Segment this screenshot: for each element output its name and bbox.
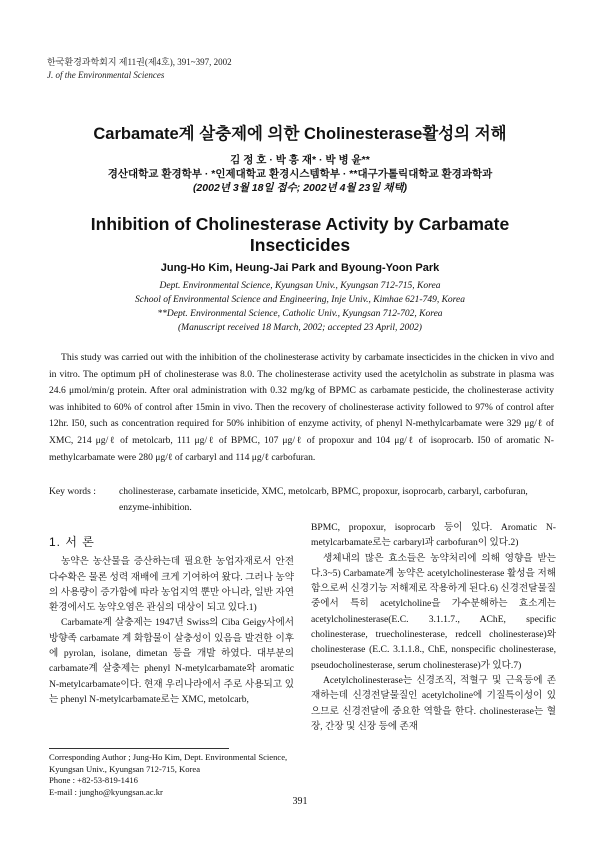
intro-paragraph-3: BPMC, propoxur, isoprocarb 등이 있다. Aromatic N-metylcarbamate로는 carbaryl과 carbofuran이 있다.2) (311, 522, 556, 549)
affiliation-2: School of Environmental Science and Engineering, Inje Univ., Kimhae 621-749, Korea (135, 295, 465, 305)
korean-author-block (0, 153, 600, 195)
english-title-line2: Insecticides (249, 235, 351, 255)
journal-header (47, 56, 232, 82)
right-column (311, 520, 556, 734)
intro-paragraph-4: 생체내의 많은 효소들은 농약처리에 의해 영향을 받는다.3~5) Carbamate계 농약은 acetylcholinesterase 활성을 저해함으로써 신경기능 저해제로 작용하게 된다.6) 신경전달물질 중에서 특히 acetylcholine을 가수분해하는 효소계는 acetylcholinesterase(E.C. 3.1.1.7., AChE, specific cholinesterase, truecholinesterase, redcell cholinesterase)와 cholinesterase (E.C. 3.1.1.8., ChE, nonspecific cholinesterase, pseudocholinesterase, serum cholinesterase)가 있다.7) (311, 552, 556, 671)
intro-paragraph-1: 농약은 농산물을 증산하는데 필요한 농업자재로서 안전다수확은 물론 성력 재배에 크게 기여하여 왔다. 그러나 농약의 사용량이 증가함에 따라 농업지역 뿐만 아니라, 일반 자연환경에서도 농약오염은 관심의 대상이 되고 있다.1) (49, 556, 294, 614)
korean-authors: 김 정 호 · 박 흥 재* · 박 병 윤** (230, 154, 370, 166)
section-heading-introduction: 1. 서 론 (49, 535, 95, 549)
korean-affiliation: 경산대학교 환경학부 · *인제대학교 환경시스템학부 · **대구가톨릭대학교 환경과학과 (107, 168, 493, 180)
manuscript-dates: (Manuscript received 18 March, 2002; accepted 23 April, 2002) (178, 323, 422, 333)
abstract: This study was carried out with the inhibition of the cholinesterase activity by carbamate insecticides in the chicken in vivo and in vitro. The optimum pH of cholinesterase was 8.0. The cholinesterase activity used the acetylcholin as substrate in plasma was 24.6 μmol/min/g protein. After oral administration with 0.32 mg/kg of BPMC as carbamate pesticide, the cholinesterase activity was inhibited to 60% of control after 15min in vivo. Then the recovery of cholinesterase activity followed to 97% of control after 12hr. I50, such as concentration required for 50% inhibition of enzyme activity, of phenyl N-methylcarbamate were 329 μg/ℓ of XMC, 214 μg/ℓ of metolcarb, 111 μg/ℓ of BPMC, 107 μg/ℓ of propoxur and 104 μg/ℓ of isoprocarb. I50 of aromatic N-methylcarbamate were 280 μg/ℓ of carbaryl and 114 μg/ℓ carbofuran. (49, 352, 554, 463)
affiliation-3: **Dept. Environmental Science, Catholic Univ., Kyungsan 712-702, Korea (157, 309, 443, 319)
keywords-text: cholinesterase, carbamate inseticide, XMC, metolcarb, BPMC, propoxur, isoprocarb, carbaryl, carbofuran, enzyme-inhibition. (119, 486, 528, 513)
footnote-phone: Phone : +82-53-819-1416 (49, 775, 138, 785)
corresponding-author-footnote (49, 752, 299, 798)
intro-paragraph-5: Acetylcholinesterase는 신경조직, 적혈구 및 근육등에 존재하는데 신경전달물질인 acetylcholine에 기질특이성이 있으므로 신경전달에 중요한 역할을 한다. cholinesterase는 혈장, 간장 및 신장 등에 존재 (311, 674, 556, 732)
page-number: 391 (292, 796, 308, 807)
footnote-author: Corresponding Author ; Jung-Ho Kim, Dept. Environmental Science, Kyungsan Univ., Kyungsan 712-715, Korea (49, 752, 288, 774)
left-column (49, 535, 294, 707)
english-title (0, 214, 600, 256)
english-title-line1: Inhibition of Cholinesterase Activity by Carbamate (90, 214, 510, 234)
keywords-label: Key words : (49, 486, 96, 497)
journal-english: J. of the Environmental Sciences (47, 70, 165, 80)
journal-korean: 한국환경과학회지 제11권(제4호), 391~397, 2002 (47, 57, 232, 67)
english-affiliations (0, 279, 600, 335)
footnote-email: E-mail : jungho@kyungsan.ac.kr (49, 786, 163, 797)
korean-dates: (2002년 3월 18일 접수; 2002년 4월 23일 채택) (192, 182, 408, 194)
korean-title: Carbamate계 살충제에 의한 Cholinesterase활성의 저해 (93, 125, 507, 143)
english-authors: Jung-Ho Kim, Heung-Jai Park and Byoung-Yoon Park (160, 262, 440, 274)
affiliation-1: Dept. Environmental Science, Kyungsan Univ., Kyungsan 712-715, Korea (159, 281, 441, 291)
intro-paragraph-2: Carbamate계 살충제는 1947년 Swiss의 Ciba Geigy사에서 방향족 carbamate 계 화합물이 살충성이 있음을 발견한 이후에 pyrolan, isolane, dimetan 등을 개발 하였다. 대부분의 carbamate계 살충제는 phenyl N-metylcarbamate와 aromatic N-metylcarbamate이다. 현재 우리나라에서 주로 사용되고 있는 phenyl N-metylcarbamate로는 XMC, metolcarb, (49, 617, 294, 705)
footnote-divider (49, 748, 229, 749)
keywords (49, 484, 554, 516)
